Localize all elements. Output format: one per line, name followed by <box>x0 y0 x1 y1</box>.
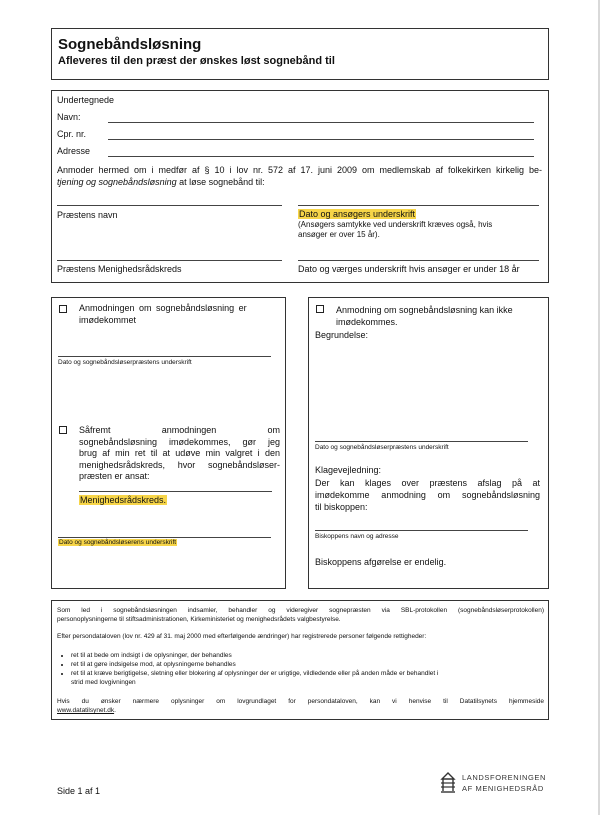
navn-label: Navn: <box>57 112 81 122</box>
right-item: • ret til at kræve berigtigelse, sletning eller blokering af oplysninger der er urigtige, vildledende eller på anden måde er behandlet i <box>71 669 544 678</box>
request-rest: at løse sognebånd til: <box>176 177 265 187</box>
voting-line-2: sognebåndsløsning imødekommes, gør jeg <box>79 436 280 447</box>
rejected-label-1: Anmodning om sognebåndsløsning kan ikke <box>336 305 513 315</box>
menighedsraadskreds-input-line[interactable] <box>79 491 272 492</box>
voting-line-5: præsten er ansat: <box>79 471 150 481</box>
sig1-line[interactable] <box>58 356 271 357</box>
klage-line-1: Der kan klages over præstens afslag på at <box>315 478 540 488</box>
voting-line-1: Såfremt anmodningen om <box>79 425 280 435</box>
approved-checkbox[interactable] <box>59 305 67 313</box>
request-line-2 <box>57 176 542 188</box>
right-item-continued: strid med lovgivningen <box>71 679 136 686</box>
biskop-line[interactable] <box>315 530 528 531</box>
gdpr-p1-line2: personoplysningerne til stiftsadministrationen, Kirkeministeriet og menighedsrådets valgbestyrelse. <box>57 616 341 623</box>
klage-text <box>315 477 540 513</box>
sig1-label: Dato og sognebåndsløserpræstens underskrift <box>58 359 192 366</box>
navn-field[interactable] <box>108 122 534 123</box>
begrundelse-label: Begrundelse: <box>315 330 369 340</box>
gdpr-p3-line1: Hvis du ønsker nærmere oplysninger om lovgrundlaget for persondataloven, kan vi henvise til Datatilsynets hjemmeside <box>57 698 544 705</box>
endelig-text: Biskoppens afgørelse er endelig. <box>315 557 447 567</box>
rejected-label-2: imødekommes. <box>336 317 398 327</box>
sig2-line[interactable] <box>58 537 271 538</box>
datatilsynet-link[interactable]: www.datatilsynet.dk <box>57 707 115 714</box>
logo-line-1: LANDSFORENINGEN <box>462 773 547 782</box>
undertegnede-label: Undertegnede <box>57 95 115 105</box>
cpr-field[interactable] <box>108 139 534 140</box>
applicant-section <box>51 90 549 283</box>
vaerge-signature-label: Dato og værges underskrift hvis ansøger er under 18 år <box>298 264 520 274</box>
voting-checkbox[interactable] <box>59 426 67 434</box>
church-logo-icon <box>440 771 456 795</box>
ansoeger-signature-label: Dato og ansøgers underskrift <box>299 209 416 219</box>
menighedsraadskreds-highlight: Menighedsrådskreds. <box>80 495 167 505</box>
sig-label: Dato og sognebåndsløserpræstens underskrift <box>315 444 449 451</box>
gdpr-box <box>51 600 549 720</box>
klage-title: Klagevejledning: <box>315 465 382 475</box>
rejection-box <box>308 297 549 589</box>
page-number: Side 1 af 1 <box>57 786 101 796</box>
klage-line-2: imødekomme anmodning om sognebåndsløsning <box>315 490 540 500</box>
gdpr-link-line <box>57 707 116 714</box>
page-subtitle: Afleveres til den præst der ønskes løst sognebånd til <box>58 55 335 67</box>
voting-line-4: menighedsrådskreds, hvor sognebåndsløser- <box>79 459 280 470</box>
approved-label-2: imødekommet <box>79 315 137 325</box>
ansoeger-note-1: (Ansøgers samtykke ved underskrift kræves også, hvis <box>298 220 493 229</box>
sig2-label: Dato og sognebåndsløserens underskrift <box>59 539 177 546</box>
voting-line-3: brug af min ret til at udøve min valgret i den <box>79 448 280 458</box>
logo-line-2: AF MENIGHEDSRÅD <box>462 784 544 793</box>
ansoeger-signature-line[interactable] <box>298 205 539 206</box>
page-title: Sognebåndsløsning <box>58 36 202 53</box>
header-box <box>51 28 549 80</box>
gdpr-p1-line1: Som led i sognebåndsløsningen indsamler, behandler og videregiver sognepræsten via SBL-protokollen (sognebåndsløserprotokollen) <box>57 607 544 614</box>
praestens-navn-label: Præstens navn <box>57 210 118 220</box>
right-item: • ret til at bede om indsigt i de oplysninger, der behandles <box>71 651 544 660</box>
vaerge-signature-line[interactable] <box>298 260 539 261</box>
logo <box>440 770 565 798</box>
menighedsraadskreds-label: Præstens Menighedsrådskreds <box>57 264 182 274</box>
gdpr-rights-list <box>57 651 544 687</box>
approval-box <box>51 297 286 589</box>
approved-label-1: Anmodningen om sognebåndsløsning er <box>79 303 247 313</box>
link-suffix: . <box>114 707 116 714</box>
right-item: • ret til at gøre indsigelse mod, at oplysningerne behandles <box>71 660 544 669</box>
request-text <box>57 164 542 188</box>
menighedsraadskreds-line[interactable] <box>57 260 282 261</box>
praestens-navn-line[interactable] <box>57 205 282 206</box>
rejected-checkbox[interactable] <box>316 305 324 313</box>
voting-text <box>79 425 280 483</box>
ansoeger-note-2: ansøger er over 15 år). <box>298 230 380 239</box>
adresse-field[interactable] <box>108 156 534 157</box>
adresse-label: Adresse <box>57 146 91 156</box>
klage-line-3: til biskoppen: <box>315 502 368 512</box>
request-italic: tjening og sognebåndsløsning <box>57 177 177 187</box>
biskop-label: Biskoppens navn og adresse <box>315 533 399 540</box>
cpr-label: Cpr. nr. <box>57 129 87 139</box>
sig-line[interactable] <box>315 441 528 442</box>
request-line-1: Anmoder hermed om i medfør af § 10 i lov nr. 572 af 17. juni 2009 om medlemskab af folkekirken kirkelig be- <box>57 165 542 175</box>
gdpr-p2: Efter persondataloven (lov nr. 429 af 31. maj 2000 med efterfølgende ændringer) har registrerede personer følgende rettigheder: <box>57 633 427 640</box>
